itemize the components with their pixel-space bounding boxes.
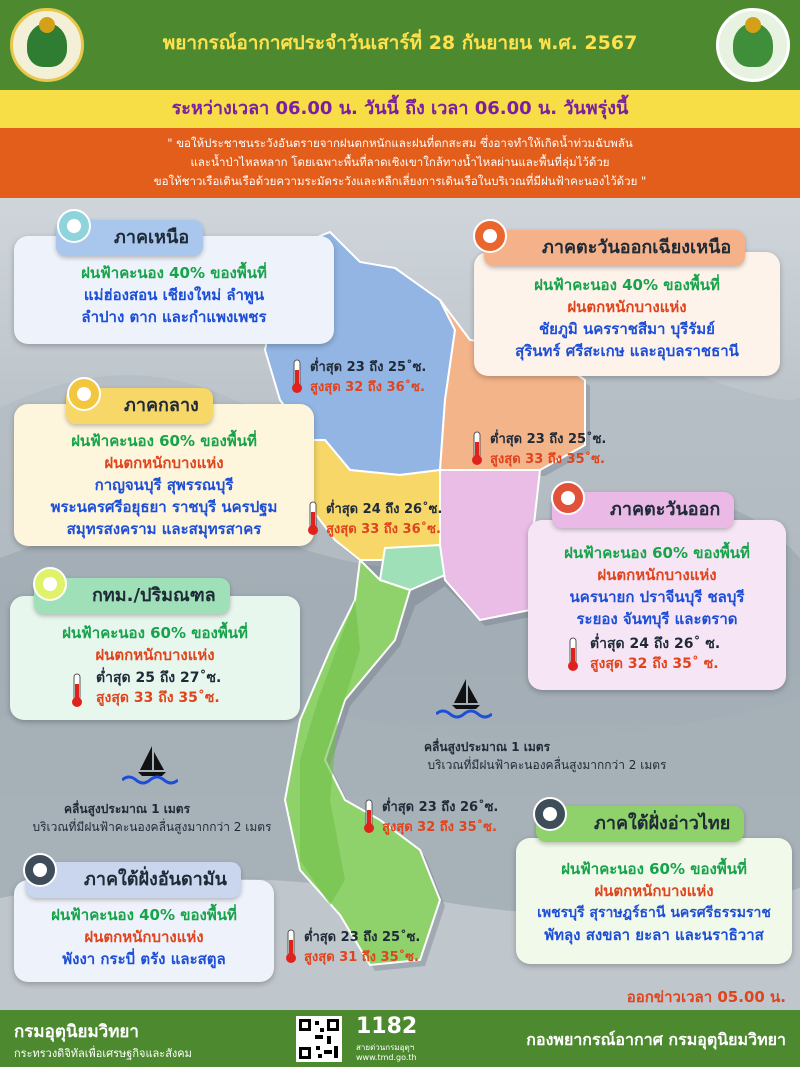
central-provinces-3: สมุทรสงคราม และสมุทรสาคร (66, 520, 262, 538)
south-gulf-card (516, 838, 792, 964)
gulf-wave-storm: บริเวณที่มีฝนฟ้าคะนองคลื่นสูงมากกว่า 2 เมตร (427, 758, 667, 772)
east-tmax: สูงสุด 32 ถึง 35˚ ซ. (590, 656, 719, 672)
andaman-wave-info (22, 800, 282, 836)
east-tmin: ต่ำสุด 24 ถึง 26˚ ซ. (590, 636, 721, 652)
gulf-wave-info (412, 738, 682, 774)
bangkok-heavy-rain: ฝนตกหนักบางแห่ง (95, 646, 215, 664)
bangkok-temperature (70, 668, 221, 708)
north-provinces-2: ลำปาง ตาก และกำแพงเพชร (81, 308, 267, 326)
location-pin-icon (470, 218, 510, 258)
south-gulf-tmax: สูงสุด 32 ถึง 35˚ซ. (382, 820, 497, 835)
south-gulf-rain: ฝนฟ้าคะนอง 60% ของพื้นที่ (561, 860, 747, 878)
page-title: พยากรณ์อากาศประจำวันเสาร์ที่ 28 กันยายน พ.ศ. 2567 (162, 32, 638, 54)
andaman-wave-storm: บริเวณที่มีฝนฟ้าคะนองคลื่นสูงมากกว่า 2 เมตร (32, 820, 272, 834)
central-provinces-1: กาญจนบุรี สุพรรณบุรี (94, 476, 234, 494)
south-andaman-temperature (284, 928, 420, 968)
northeast-provinces-2: สุรินทร์ ศรีสะเกษ และอุบลราชธานี (515, 342, 739, 360)
warning-line-2: และน้ำป่าไหลหลาก โดยเฉพาะพื้นที่ลาดเชิงเขาใกล้ทางน้ำไหลผ่านและพื้นที่ลุ่มไว้ด้วย (190, 155, 610, 169)
warning-line-3: ขอให้ชาวเรือเดินเรือด้วยความระมัดระวังและหลีกเลี่ยงการเดินเรือในบริเวณที่มีฝนฟ้าคะนองไว้ด้วย " (153, 174, 647, 188)
northeast-card (474, 252, 780, 376)
east-rain: ฝนฟ้าคะนอง 60% ของพื้นที่ (564, 544, 750, 562)
bangkok-rain: ฝนฟ้าคะนอง 60% ของพื้นที่ (62, 624, 248, 642)
northeast-provinces-1: ชัยภูมิ นครราชสีมา บุรีรัมย์ (539, 320, 715, 338)
south-andaman-tmax: สูงสุด 31 ถึง 35˚ซ. (304, 950, 419, 965)
department-seal-logo (10, 8, 84, 82)
south-andaman-heavy-rain: ฝนตกหนักบางแห่ง (84, 928, 204, 946)
forecast-period: ระหว่างเวลา 06.00 น. วันนี้ ถึง เวลา 06.00 น. วันพรุ่งนี้ (0, 90, 800, 128)
northeast-tag: ภาคตะวันออกเฉียงเหนือ (484, 230, 745, 266)
northeast-rain: ฝนฟ้าคะนอง 40% ของพื้นที่ (534, 276, 720, 294)
northeast-heavy-rain: ฝนตกหนักบางแห่ง (567, 298, 687, 316)
east-heavy-rain: ฝนตกหนักบางแห่ง (597, 566, 717, 584)
warning-line-1: " ขอให้ประชาชนระวังอันตรายจากฝนตกหนักและฝนที่ตกสะสม ซึ่งอาจทำให้เกิดน้ำท่วมฉับพลัน (167, 136, 633, 150)
north-provinces-1: แม่ฮ่องสอน เชียงใหม่ ลำพูน (83, 286, 265, 304)
meteorological-department-logo (716, 8, 790, 82)
wave-icon (122, 774, 178, 786)
bangkok-tmax: สูงสุด 33 ถึง 35˚ซ. (96, 690, 220, 706)
south-gulf-temperature (362, 798, 498, 838)
location-pin-icon (548, 480, 588, 520)
south-gulf-provinces-1: เพชรบุรี สุราษฎร์ธานี นครศรีธรรมราช (537, 905, 771, 921)
south-andaman-rain: ฝนฟ้าคะนอง 40% ของพื้นที่ (51, 906, 237, 924)
northeast-temperature (470, 430, 606, 470)
andaman-wave-height: คลื่นสูงประมาณ 1 เมตร (64, 802, 191, 816)
gulf-wave-height: คลื่นสูงประมาณ 1 เมตร (424, 740, 551, 754)
northeast-tmax: สูงสุด 33 ถึง 35˚ซ. (490, 452, 605, 467)
qr-code-icon[interactable] (296, 1016, 342, 1062)
central-card (14, 404, 314, 546)
south-andaman-tmin: ต่ำสุด 23 ถึง 25˚ซ. (304, 930, 421, 945)
hotline-caption-1: สายด่วนกรมอุตุฯ (356, 1043, 415, 1052)
location-pin-icon (54, 208, 94, 248)
south-gulf-tmin: ต่ำสุด 23 ถึง 26˚ซ. (382, 800, 499, 815)
east-temperature (566, 634, 720, 674)
north-temperature (290, 358, 426, 398)
thermometer-icon (306, 500, 320, 536)
northeast-tmin: ต่ำสุด 23 ถึง 25˚ซ. (490, 432, 607, 447)
location-pin-icon (20, 852, 60, 892)
footer-division: กองพยากรณ์อากาศ กรมอุตุนิยมวิทยา (526, 1030, 786, 1049)
footer-department: กรมอุตุนิยมวิทยา (14, 1022, 139, 1042)
central-tmax: สูงสุด 33 ถึง 36˚ซ. (326, 522, 441, 537)
north-tmax: สูงสุด 32 ถึง 36˚ซ. (310, 380, 425, 395)
location-pin-icon (30, 566, 70, 606)
location-pin-icon (530, 796, 570, 836)
central-tmin: ต่ำสุด 24 ถึง 26˚ซ. (326, 502, 443, 517)
hotline-caption (356, 1043, 417, 1063)
footer-ministry: กระทรวงดิจิทัลเพื่อเศรษฐกิจและสังคม (14, 1047, 192, 1060)
east-tag: ภาคตะวันออก (552, 492, 734, 528)
thermometer-icon (290, 358, 304, 394)
hotline-number: 1182 (356, 1014, 418, 1039)
header-bar (0, 0, 800, 90)
region-east (440, 470, 540, 620)
south-andaman-provinces-1: พังงา กระบี่ ตรัง และสตูล (62, 950, 226, 968)
wave-icon (436, 708, 492, 720)
north-tag: ภาคเหนือ (56, 220, 203, 256)
central-temperature (306, 500, 442, 540)
central-heavy-rain: ฝนตกหนักบางแห่ง (104, 454, 224, 472)
south-gulf-provinces-2: พัทลุง สงขลา ยะลา และนราธิวาส (544, 926, 764, 944)
bangkok-tmin: ต่ำสุด 25 ถึง 27˚ซ. (96, 670, 222, 686)
north-tmin: ต่ำสุด 23 ถึง 25˚ซ. (310, 360, 427, 375)
thermometer-icon (566, 636, 580, 672)
south-gulf-tag: ภาคใต้ฝั่งอ่าวไทย (536, 806, 744, 842)
north-rain: ฝนฟ้าคะนอง 40% ของพื้นที่ (81, 264, 267, 282)
central-rain: ฝนฟ้าคะนอง 60% ของพื้นที่ (71, 432, 257, 450)
warning-banner (0, 128, 800, 198)
east-provinces-2: ระยอง จันทบุรี และตราด (576, 610, 738, 628)
footer-bar (0, 1010, 800, 1067)
thermometer-icon (70, 672, 84, 708)
thermometer-icon (284, 928, 298, 964)
south-gulf-heavy-rain: ฝนตกหนักบางแห่ง (594, 882, 714, 900)
website-link[interactable]: www.tmd.go.th (356, 1053, 417, 1062)
thermometer-icon (362, 798, 376, 834)
central-tag: ภาคกลาง (66, 388, 213, 424)
central-provinces-2: พระนครศรีอยุธยา ราชบุรี นครปฐม (50, 498, 278, 516)
location-pin-icon (64, 376, 104, 416)
east-provinces-1: นครนายก ปราจีนบุรี ชลบุรี (569, 588, 745, 606)
thermometer-icon (470, 430, 484, 466)
issued-time: ออกข่าวเวลา 05.00 น. (626, 988, 786, 1006)
bangkok-tag: กทม./ปริมณฑล (34, 578, 230, 614)
south-andaman-tag: ภาคใต้ฝั่งอันดามัน (26, 862, 241, 898)
